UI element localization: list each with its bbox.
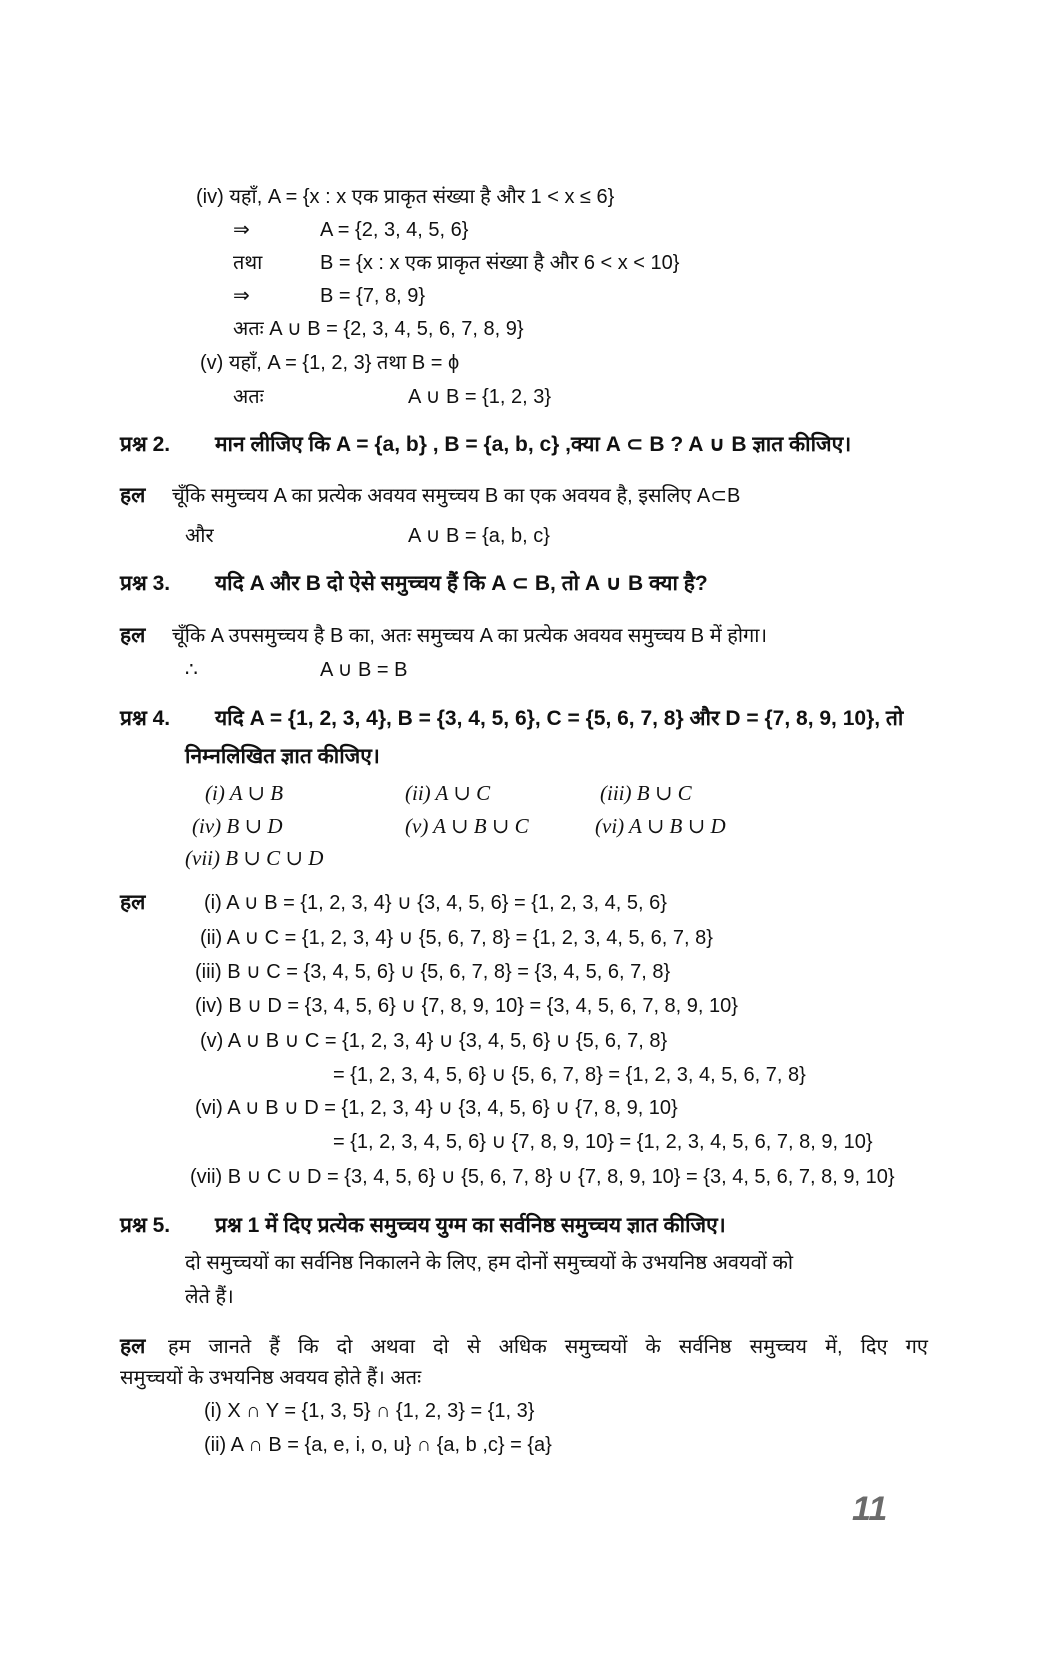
q4-text: यदि A = {1, 2, 3, 4}, B = {3, 4, 5, 6}, C = {5, 6, 7, 8} और D = {7, 8, 9, 10}, तो bbox=[215, 707, 904, 730]
q4-part: (ii) A ∪ C bbox=[405, 781, 491, 805]
q1-iv-line: (iv) यहाँ, A = {x : x एक प्राकृत संख्या है और 1 < x ≤ 6} bbox=[196, 186, 615, 208]
implies-symbol: ⇒ bbox=[233, 285, 250, 307]
q5-note: लेते हैं। bbox=[185, 1286, 234, 1308]
tatha-label: तथा bbox=[233, 252, 263, 274]
q1-v-union: A ∪ B = {1, 2, 3} bbox=[408, 386, 552, 408]
q4-part: (i) A ∪ B bbox=[205, 781, 284, 805]
q5-solution-line: (i) X ∩ Y = {1, 3, 5} ∩ {1, 2, 3} = {1, 3} bbox=[204, 1400, 535, 1422]
q4-solution-line: (v) A ∪ B ∪ C = {1, 2, 3, 4} ∪ {3, 4, 5, 6} ∪ {5, 6, 7, 8} bbox=[200, 1030, 668, 1052]
q2-text: मान लीजिए कि A = {a, b} , B = {a, b, c} ,क्या A ⊂ B ? A ∪ B ज्ञात कीजिए। bbox=[215, 433, 852, 456]
q1-iv-set-a: A = {2, 3, 4, 5, 6} bbox=[320, 219, 469, 241]
q5-hal: हल bbox=[120, 1335, 146, 1358]
q3-result: A ∪ B = B bbox=[320, 659, 408, 681]
q4-solution-line: = {1, 2, 3, 4, 5, 6} ∪ {5, 6, 7, 8} = {1, 2, 3, 4, 5, 6, 7, 8} bbox=[333, 1064, 806, 1086]
q4-hal: हल bbox=[120, 891, 146, 914]
q4-solution-line: (vii) B ∪ C ∪ D = {3, 4, 5, 6} ∪ {5, 6, 7, 8} ∪ {7, 8, 9, 10} = {3, 4, 5, 6, 7, 8, 9, 10} bbox=[190, 1166, 895, 1188]
atah-label: अतः bbox=[233, 386, 264, 408]
q1-iv-set-b: B = {7, 8, 9} bbox=[320, 285, 426, 307]
q3-solution: चूँकि A उपसमुच्चय है B का, अतः समुच्चय A का प्रत्येक अवयव समुच्चय B में होगा। bbox=[172, 625, 768, 647]
q4-solution-line: (iii) B ∪ C = {3, 4, 5, 6} ∪ {5, 6, 7, 8} = {3, 4, 5, 6, 7, 8} bbox=[195, 961, 671, 983]
q4-solution-line: (i) A ∪ B = {1, 2, 3, 4} ∪ {3, 4, 5, 6} = {1, 2, 3, 4, 5, 6} bbox=[204, 892, 667, 914]
q4-solution-line: (ii) A ∪ C = {1, 2, 3, 4} ∪ {5, 6, 7, 8} = {1, 2, 3, 4, 5, 6, 7, 8} bbox=[200, 927, 713, 949]
q4-part: (iv) B ∪ D bbox=[192, 814, 283, 838]
q2-result: A ∪ B = {a, b, c} bbox=[408, 525, 550, 547]
q5-solution-line: (ii) A ∩ B = {a, e, i, o, u} ∩ {a, b ,c} = {a} bbox=[204, 1434, 552, 1456]
q2-hal: हल bbox=[120, 484, 146, 507]
q3-label: प्रश्न 3. bbox=[120, 572, 171, 595]
q5-note: दो समुच्चयों का सर्वनिष्ठ निकालने के लिए, हम दोनों समुच्चयों के उभयनिष्ठ अवयवों को bbox=[185, 1252, 794, 1274]
q5-solution: हम जानते हैं कि दो अथवा दो से अधिक समुच्चयों के सर्वनिष्ठ समुच्चय में, दिए गए bbox=[168, 1336, 928, 1358]
aur-label: और bbox=[185, 525, 214, 547]
q5-label: प्रश्न 5. bbox=[120, 1214, 171, 1237]
page-number: 11 bbox=[852, 1490, 888, 1528]
q4-solution-line: (iv) B ∪ D = {3, 4, 5, 6} ∪ {7, 8, 9, 10} = {3, 4, 5, 6, 7, 8, 9, 10} bbox=[195, 995, 738, 1017]
q4-part: (vii) B ∪ C ∪ D bbox=[185, 846, 324, 870]
q3-text: यदि A और B दो ऐसे समुच्चय हैं कि A ⊂ B, तो A ∪ B क्या है? bbox=[215, 572, 708, 595]
implies-symbol: ⇒ bbox=[233, 219, 250, 241]
q4-solution-line: = {1, 2, 3, 4, 5, 6} ∪ {7, 8, 9, 10} = {1, 2, 3, 4, 5, 6, 7, 8, 9, 10} bbox=[333, 1131, 873, 1153]
therefore-symbol: ∴ bbox=[185, 659, 198, 681]
q2-solution: चूँकि समुच्चय A का प्रत्येक अवयव समुच्चय B का एक अवयव है, इसलिए A⊂B bbox=[172, 485, 741, 507]
q1-v-line: (v) यहाँ, A = {1, 2, 3} तथा B = ϕ bbox=[200, 352, 460, 374]
q3-hal: हल bbox=[120, 624, 146, 647]
q1-iv-union: अतः A ∪ B = {2, 3, 4, 5, 6, 7, 8, 9} bbox=[233, 318, 524, 340]
q4-label: प्रश्न 4. bbox=[120, 707, 171, 730]
q4-part: (iii) B ∪ C bbox=[600, 781, 692, 805]
q5-text: प्रश्न 1 में दिए प्रत्येक समुच्चय युग्म का सर्वनिष्ठ समुच्चय ज्ञात कीजिए। bbox=[215, 1214, 726, 1237]
q1-iv-set-b-def: B = {x : x एक प्राकृत संख्या है और 6 < x < 10} bbox=[320, 252, 680, 274]
q4-text-2: निम्नलिखित ज्ञात कीजिए। bbox=[185, 745, 380, 768]
q4-part: (vi) A ∪ B ∪ D bbox=[595, 814, 726, 838]
q5-solution: समुच्चयों के उभयनिष्ठ अवयव होते हैं। अतः bbox=[120, 1367, 422, 1389]
q4-solution-line: (vi) A ∪ B ∪ D = {1, 2, 3, 4} ∪ {3, 4, 5, 6} ∪ {7, 8, 9, 10} bbox=[195, 1097, 678, 1119]
q4-part: (v) A ∪ B ∪ C bbox=[405, 814, 529, 838]
q2-label: प्रश्न 2. bbox=[120, 433, 171, 456]
